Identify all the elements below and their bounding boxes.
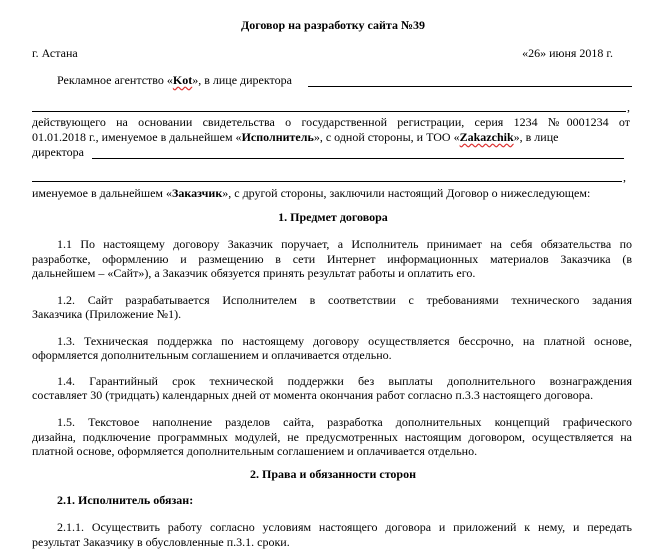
clause-1-1-line-2: разработке, оформлению и размещению в сети Интернет информационных материалов Заказчика (в — [32, 252, 632, 266]
clause-1-1-line-3: дальнейшем – «Сайт»), а Заказчик обязуется принять результат работы и оплатить его. — [32, 266, 476, 280]
clause-1-2-line-2: Заказчика (Приложение №1). — [32, 307, 182, 321]
preamble-line-2: действующего на основании свидетельства о государственной регистрации, серия 1234 №0001234 от — [32, 115, 630, 129]
client-company-name: Zakazchik — [459, 130, 514, 144]
client-label: Заказчик — [172, 186, 223, 200]
clause-1-2-line-1: 1.2. Сайт разрабатывается Исполнителем в соответствии с требованиями технического задания — [57, 293, 632, 307]
clause-2-1-1-line-2: результат Заказчику в обусловленные п.3.1. сроки. — [32, 535, 290, 549]
comma: , — [627, 100, 630, 114]
clause-1-3-line-1: 1.3. Техническая поддержка по настоящему договору осуществляется бессрочно, на платной основе, — [57, 334, 632, 348]
blank-line — [32, 181, 622, 182]
blank-line — [32, 111, 626, 112]
clause-1-5-line-1: 1.5. Текстовое наполнение разделов сайта, разработка дополнительных концепций графического — [57, 415, 632, 429]
agency-name: Kot — [172, 73, 193, 87]
contract-date: «26» июня 2018 г. — [522, 46, 613, 60]
preamble-line-5: именуемое в дальнейшем «Заказчик», с другой стороны, заключили настоящий Договор о нижеследующем: — [32, 186, 591, 200]
executor-label: Исполнитель — [241, 130, 314, 144]
subsection-2-1-title: 2.1. Исполнитель обязан: — [57, 493, 194, 507]
preamble-line-3: 01.01.2018 г., именуемое в дальнейшем «Исполнитель», с одной стороны, и ТОО «Zakazchik», в лице — [32, 130, 559, 144]
preamble-line-1: Рекламное агентство «Kot», в лице директора — [57, 73, 292, 87]
comma: , — [623, 170, 626, 184]
blank-line — [308, 86, 632, 87]
clause-2-1-1-line-1: 2.1.1. Осуществить работу согласно условиям настоящего договора и приложений к нему, и передать — [57, 520, 632, 534]
preamble-line-4: директора — [32, 145, 84, 159]
clause-1-3-line-2: оформляется дополнительным соглашением и оплачивается отдельно. — [32, 348, 392, 362]
clause-1-5-line-3: платной основе, оформляется дополнительным соглашением и оплачивается отдельно. — [32, 444, 478, 458]
blank-line — [92, 158, 624, 159]
document-title: Договор на разработку сайта №39 — [240, 18, 426, 32]
clause-1-4-line-2: составляет 30 (тридцать) календарных дней от момента окончания работ согласно п.3.3 настоящего договора. — [32, 388, 594, 402]
clause-1-4-line-1: 1.4. Гарантийный срок технической поддержки без выплаты дополнительного вознаграждения — [57, 374, 632, 388]
clause-1-1-line-1: 1.1 По настоящему договору Заказчик поручает, а Исполнитель принимает на себя обязательства по — [57, 237, 632, 251]
section-2-title: 2. Права и обязанности сторон — [249, 467, 417, 481]
section-1-title: 1. Предмет договора — [278, 210, 388, 224]
clause-1-5-line-2: дизайна, подключение программных модулей, не предусмотренных настоящим договором, осуществляется на — [32, 430, 632, 444]
city: г. Астана — [32, 46, 78, 60]
